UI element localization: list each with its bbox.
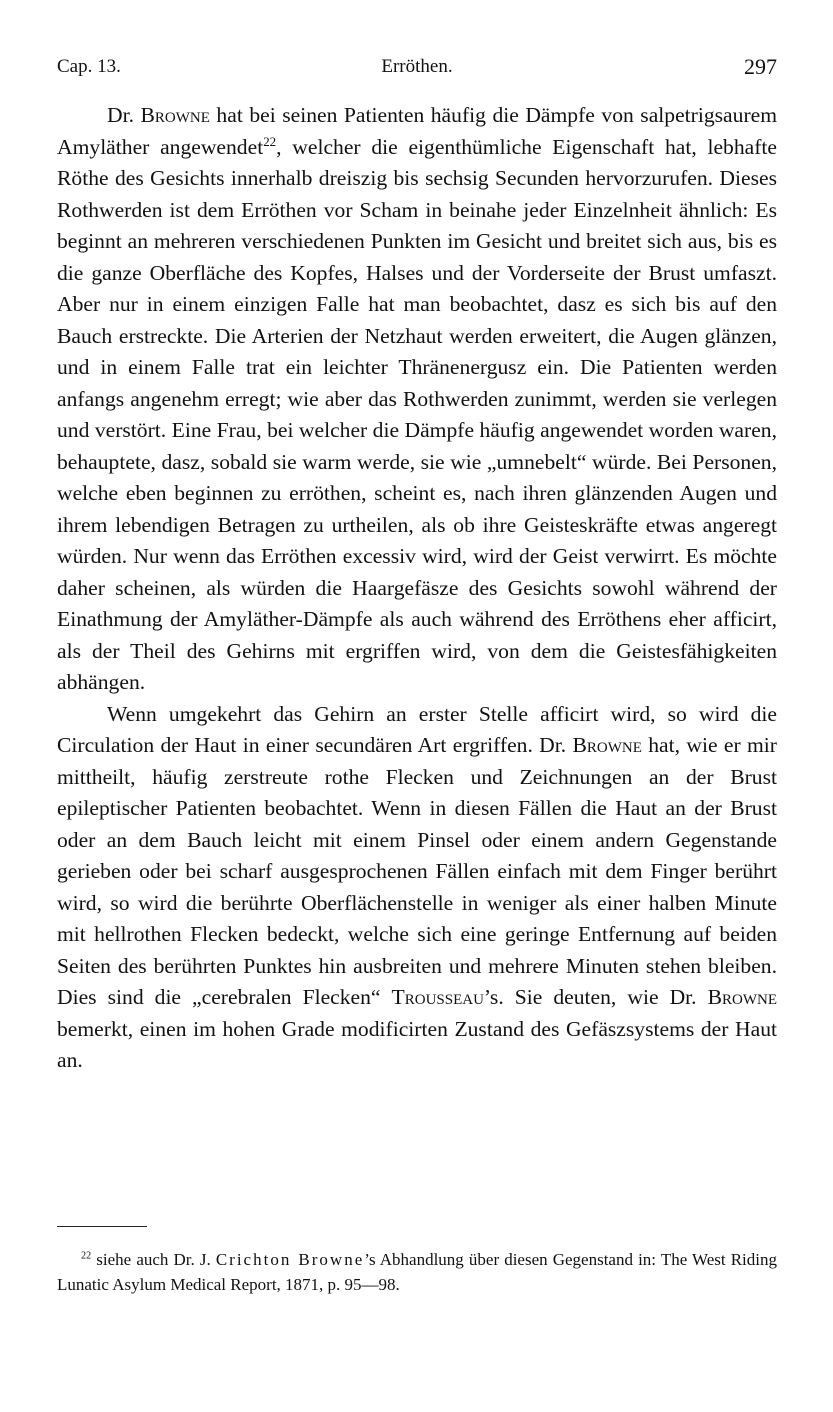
author-name-browne: Browne <box>572 733 642 757</box>
footnote-reference[interactable]: 22 <box>263 133 277 149</box>
running-title: Erröthen. <box>381 56 453 77</box>
paragraph-2-text-d: bemerkt, einen im hohen Grade modificirten Zustand des Gefäszsystems der Haut an. <box>57 1016 777 1072</box>
book-page <box>57 0 777 1412</box>
footnote-author-name: Crichton Browne <box>215 1250 365 1269</box>
footnote-text-b: ’s Abhandlung über diesen Gegenstand in: The West Riding Lunatic Asylum Medical Report, 1871, p. 95—98. <box>57 1250 777 1294</box>
body-text <box>57 100 777 1077</box>
footnote-text-a: siehe auch Dr. J. <box>91 1250 216 1269</box>
footnote <box>57 1247 777 1297</box>
footnote-divider <box>57 1226 147 1227</box>
paragraph-2-text-a: Wenn umgekehrt das Gehirn an erster Stelle afficirt wird, so wird die Circulation der Haut in einer secundären Art ergriffen. Dr. <box>57 701 777 757</box>
paragraph-1-text-a: Dr. <box>107 103 141 127</box>
page-number: 297 <box>744 54 777 79</box>
paragraph-1 <box>57 100 777 699</box>
paragraph-2-text-c: ’s. Sie deuten, wie Dr. <box>483 985 708 1009</box>
author-name-trousseau: Trousseau <box>391 985 484 1009</box>
running-head <box>57 56 777 86</box>
footnote-number: 22 <box>81 1250 92 1262</box>
chapter-label: Cap. 13. <box>57 56 121 77</box>
paragraph-1-text-c: , welcher die eigenthümliche Eigenschaft hat, lebhafte Röthe des Gesichts innerhalb dreiszig bis sechsig Secunden hervorzurufen. Dieses Rothwerden ist dem Erröthen vor Scham in beinahe jeder Einzelnheit ähnlich: Es beginnt an mehreren verschiedenen Punkten im Gesicht und breitet sich aus, bis es die ganze Oberfläche des Kopfes, Halses und der Vorderseite der Brust umfaszt. Aber nur in einem einzigen Falle hat man beobachtet, dasz es sich bis auf den Bauch erstreckte. Die Arterien der Netzhaut werden erweitert, die Augen glänzen, und in einem Falle trat ein leichter Thränenergusz ein. Die Patienten werden anfangs angenehm erregt; wie aber das Rothwerden zunimmt, werden sie verlegen und verstört. Eine Frau, bei welcher die Dämpfe häufig angewendet worden waren, behauptete, dasz, sobald sie warm werde, sie wie „umnebelt“ würde. Bei Personen, welche eben beginnen zu erröthen, scheint es, nach ihren glänzenden Augen und ihrem lebendigen Betragen zu urtheilen, als ob ihre Geisteskräfte etwas angeregt würden. Nur wenn das Erröthen excessiv wird, wird der Geist verwirrt. Es möchte daher scheinen, als würden die Haargefäsze des Gesichts sowohl während der Einathmung der Amyläther-Dämpfe als auch während des Erröthens eher afficirt, als der Theil des Gehirns mit ergriffen wird, von dem die Geistesfähigkeiten abhängen. <box>57 134 777 694</box>
author-name-browne: Browne <box>707 985 778 1009</box>
paragraph-2-text-b: hat, wie er mir mittheilt, häufig zerstreute rothe Flecken und Zeichnungen an der Brust epileptischer Patienten beobachtet. Wenn in diesen Fällen die Haut an der Brust oder an dem Bauch leicht mit einem Pinsel oder einem andern Gegenstande gerieben oder bei scharf ausgesprochenen Fällen einfach mit dem Finger berührt wird, so wird die berührte Oberflächenstelle in weniger als einer halben Minute mit hellrothen Flecken bedeckt, welche sich eine geringe Entfernung auf beiden Seiten des berührten Punktes hin ausbreiten und mehrere Minuten stehen bleiben. Dies sind die „cerebralen Flecken“ <box>57 733 777 1009</box>
author-name-browne: Browne <box>140 103 210 127</box>
paragraph-2 <box>57 699 777 1077</box>
paragraph-1-text-b: hat bei seinen Patienten häufig die Dämpfe von salpetrigsaurem Amyläther angewendet <box>57 103 778 159</box>
